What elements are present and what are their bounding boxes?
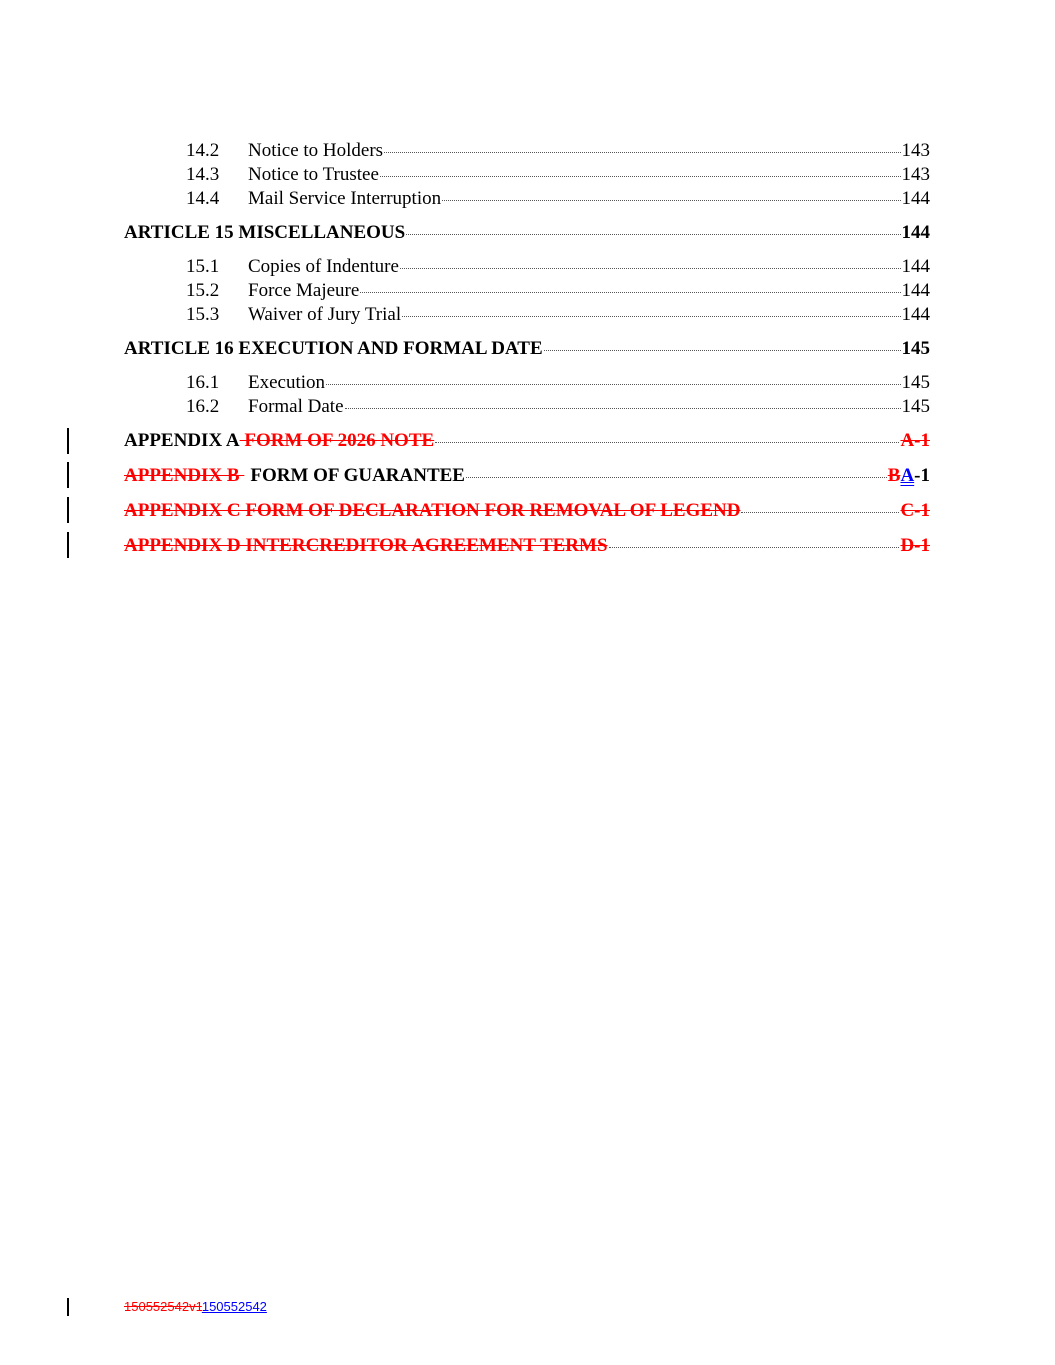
toc-title: Mail Service Interruption [248, 188, 442, 209]
dot-leader [400, 268, 901, 269]
toc-entry-14-2[interactable] [124, 139, 930, 163]
toc-number: 14.2 [186, 140, 220, 161]
toc-entry-article-16[interactable] [124, 337, 930, 361]
inserted-document-id: 150552542 [201, 1299, 267, 1314]
toc-title: ARTICLE 15 MISCELLANEOUS [124, 222, 406, 243]
dot-leader [360, 292, 900, 293]
change-bar-appendix-d [67, 532, 69, 558]
dot-leader [380, 176, 901, 177]
toc-number: 15.1 [186, 256, 220, 277]
dot-leader [435, 442, 899, 443]
toc-title: Waiver of Jury Trial [248, 304, 402, 325]
toc-number: 14.3 [186, 164, 220, 185]
toc-page: 144 [901, 256, 930, 277]
toc-entry-14-4[interactable] [124, 187, 930, 211]
toc-number: 16.2 [186, 396, 220, 417]
toc-title: Formal Date [248, 396, 344, 417]
toc-page: 144 [901, 280, 930, 301]
toc-entry-appendix-a[interactable] [124, 429, 930, 453]
toc-entry-15-3[interactable] [124, 303, 930, 327]
document-id-footer [124, 1299, 267, 1314]
toc-title: Copies of Indenture [248, 256, 399, 277]
toc-title: Execution [248, 372, 326, 393]
deleted-entry-text: APPENDIX D INTERCREDITOR AGREEMENT TERMS [124, 535, 608, 556]
toc-entry-14-3[interactable] [124, 163, 930, 187]
dot-leader [326, 384, 900, 385]
dot-leader [402, 316, 900, 317]
toc-entry-article-15[interactable] [124, 221, 930, 245]
change-bar-appendix-b [67, 462, 69, 488]
deleted-label: APPENDIX B [124, 465, 245, 486]
toc-entry-15-1[interactable] [124, 255, 930, 279]
deleted-entry-text: APPENDIX C FORM OF DECLARATION FOR REMOVAL OF LEGEND [124, 500, 741, 521]
toc-title: Notice to Holders [248, 140, 384, 161]
toc-entry-appendix-c[interactable] [124, 499, 930, 523]
toc-page-group [888, 464, 930, 488]
deleted-document-id: 150552542v1 [124, 1299, 202, 1314]
dot-leader [609, 547, 900, 548]
inserted-page-prefix: A [900, 465, 915, 486]
change-bar-footer [67, 1298, 69, 1316]
table-of-contents [124, 139, 930, 569]
toc-page: 143 [901, 140, 930, 161]
toc-page: 145 [901, 396, 930, 417]
dot-leader [544, 350, 901, 351]
deleted-page: C-1 [900, 500, 930, 521]
dot-leader [384, 152, 900, 153]
toc-entry-15-2[interactable] [124, 279, 930, 303]
deleted-page-prefix: B [887, 465, 901, 486]
toc-title: Force Majeure [248, 280, 360, 301]
toc-number: 16.1 [186, 372, 220, 393]
toc-page: 145 [901, 338, 930, 359]
toc-page: 144 [901, 304, 930, 325]
toc-page: 143 [901, 164, 930, 185]
toc-entry-appendix-d[interactable] [124, 534, 930, 558]
toc-number: 15.3 [186, 304, 220, 325]
change-bar-appendix-a [67, 428, 69, 454]
toc-number: 14.4 [186, 188, 220, 209]
toc-entry-appendix-b[interactable] [124, 464, 930, 488]
dot-leader [442, 200, 900, 201]
toc-title: ARTICLE 16 EXECUTION AND FORMAL DATE [124, 338, 543, 359]
dot-leader [345, 408, 901, 409]
toc-entry-16-2[interactable] [124, 395, 930, 419]
deleted-page: A-1 [900, 430, 930, 451]
dot-leader [466, 477, 887, 478]
toc-page: 145 [901, 372, 930, 393]
dot-leader [741, 512, 899, 513]
toc-page: 144 [901, 222, 930, 243]
deleted-page: D-1 [900, 535, 930, 556]
appendix-a-label: APPENDIX A [124, 430, 240, 451]
change-bar-appendix-c [67, 497, 69, 523]
toc-page: 144 [901, 188, 930, 209]
toc-entry-16-1[interactable] [124, 371, 930, 395]
page-suffix: -1 [914, 465, 930, 486]
deleted-title: FORM OF 2026 NOTE [239, 430, 435, 451]
dot-leader [406, 234, 900, 235]
appendix-title: FORM OF GUARANTEE [250, 465, 465, 486]
toc-number: 15.2 [186, 280, 220, 301]
toc-title: Notice to Trustee [248, 164, 379, 185]
